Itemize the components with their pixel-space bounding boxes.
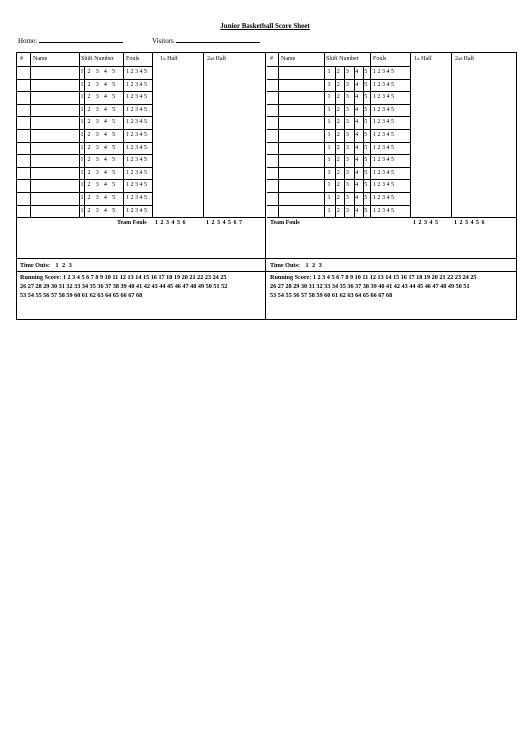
foul-marks[interactable]: 1 2 3 4 5 bbox=[126, 157, 147, 164]
foul-marks[interactable]: 1 2 3 4 5 bbox=[373, 94, 394, 101]
visitors-blank[interactable] bbox=[176, 36, 260, 43]
heading-second-half: 2nd Half bbox=[455, 56, 475, 62]
home-timeouts: Time Outs: 1 2 3 bbox=[20, 262, 72, 269]
visitors-running-score[interactable]: Running Score: 1 2 3 4 5 6 7 8 9 10 11 12 13 14 15 16 17 18 19 20 21 22 23 24 25 26 27 28 29 30 31 32 33 34 35 36 37 38 39 40 41 42 43 44 45 46 47 48 49 50 51 53 54 55 56 57 58 59 60 61 62 63 64 65 66 67 68 bbox=[270, 274, 477, 299]
team-fouls-second-half[interactable]: 1 2 3 4 5 6 bbox=[454, 220, 485, 227]
heading-col-name: Name bbox=[33, 56, 48, 62]
team-fouls-first-half[interactable]: 1 2 3 4 5 6 bbox=[155, 220, 186, 227]
foul-marks[interactable]: 1 2 3 4 5 bbox=[126, 94, 147, 101]
home-field[interactable] bbox=[18, 36, 123, 45]
home-running-score[interactable]: Running Score: 1 2 3 4 5 6 7 8 9 10 11 12 13 14 15 16 17 18 19 20 21 22 23 24 25 26 27 28 29 30 31 32 33 34 35 36 37 38 39 40 41 42 43 44 45 46 47 48 49 50 51 52 53 54 55 56 57 58 59 60 61 62 63 64 65 66 67 68 bbox=[20, 274, 228, 299]
team-fouls-first-half[interactable]: 1 2 3 4 5 bbox=[413, 220, 438, 227]
heading-first-half: 1st Half bbox=[160, 56, 178, 62]
foul-marks[interactable]: 1 2 3 4 5 bbox=[373, 119, 394, 126]
heading-col-name: Name bbox=[281, 56, 296, 62]
heading-second-half: 2nd Half bbox=[207, 56, 227, 62]
heading-col-shift: Shift Number bbox=[81, 56, 114, 62]
team-fouls-label: Team Fouls bbox=[117, 220, 147, 227]
foul-marks[interactable]: 1 2 3 4 5 bbox=[373, 132, 394, 138]
foul-marks[interactable]: 1 2 3 4 5 bbox=[126, 195, 147, 201]
footer bbox=[17, 258, 516, 320]
foul-marks[interactable]: 1 2 3 4 5 bbox=[373, 81, 394, 88]
foul-marks[interactable]: 1 2 3 4 5 bbox=[126, 81, 147, 88]
foul-marks[interactable]: 1 2 3 4 5 bbox=[373, 169, 394, 176]
foul-marks[interactable]: 1 2 3 4 5 bbox=[126, 132, 147, 138]
foul-marks[interactable]: 1 2 3 4 5 bbox=[126, 169, 147, 176]
foul-marks[interactable]: 1 2 3 4 5 bbox=[126, 207, 147, 214]
foul-marks[interactable]: 1 2 3 4 5 bbox=[373, 69, 394, 75]
foul-marks[interactable]: 1 2 3 4 5 bbox=[373, 157, 394, 164]
home-panel: # Name Shift Number Fouls 1st Half 2nd Half 1 2 3 4 5 1 2 3 4 5 1 2 3 4 5 1 2 3 4 5 1 2 3 4 5 1 2 3 4 5 1 2 3 4 5 1 2 3 4 5 1 2 3 4 5 1 2 3 4 5 1 2 3 4 5 1 2 3 4 5 1 2 3 4 5 1 2 3 4 5 1 2 3 4 5 1 2 3 4 5 1 2 3 4 5 1 2 3 4 5 1 2 3 4 5 1 2 3 4 5 1 2 3 4 5 1 2 3 4 5 1 2 3 4 5 1 2 3 4 5 Team Fouls 1 2 3 4 5 6 1 2 3 4 5 6 7 bbox=[17, 53, 265, 258]
team-fouls-second-half[interactable]: 1 2 3 4 5 6 7 bbox=[206, 220, 242, 227]
heading-col-fouls: Fouls bbox=[126, 56, 140, 62]
heading-col-fouls: Fouls bbox=[373, 56, 387, 62]
foul-marks[interactable]: 1 2 3 4 5 bbox=[373, 144, 394, 151]
heading-col-number: # bbox=[20, 56, 23, 62]
home-blank[interactable] bbox=[39, 36, 123, 43]
visitors-panel: # Name Shift Number Fouls 1st Half 2nd Half 1 2 3 4 5 1 2 3 4 5 1 2 3 4 5 1 2 3 4 5 1 2 3 4 5 1 2 3 4 5 1 2 3 4 5 1 2 3 4 5 1 2 3 4 5 1 2 3 4 5 1 2 3 4 5 1 2 3 4 5 1 2 3 4 5 1 2 3 4 5 1 2 3 4 5 1 2 3 4 5 1 2 3 4 5 1 2 3 4 5 1 2 3 4 5 1 2 3 4 5 1 2 3 4 5 1 2 3 4 5 1 2 3 4 5 1 2 3 4 5 Team Fouls 1 2 3 4 5 1 2 3 4 5 6 bbox=[267, 53, 516, 258]
foul-marks[interactable]: 1 2 3 4 5 bbox=[126, 106, 147, 113]
visitors-label: Visitors bbox=[152, 37, 174, 45]
foul-marks[interactable]: 1 2 3 4 5 bbox=[126, 119, 147, 126]
visitors-timeouts: Time Outs: 1 2 3 bbox=[270, 262, 322, 269]
heading-col-number: # bbox=[270, 56, 273, 62]
foul-marks[interactable]: 1 2 3 4 5 bbox=[126, 144, 147, 151]
foul-marks[interactable]: 1 2 3 4 5 bbox=[373, 207, 394, 214]
foul-marks[interactable]: 1 2 3 4 5 bbox=[373, 195, 394, 201]
foul-marks[interactable]: 1 2 3 4 5 bbox=[373, 106, 394, 113]
home-label: Home: bbox=[18, 37, 38, 45]
team-fouls-label: Team Fouls bbox=[270, 220, 300, 227]
foul-marks[interactable]: 1 2 3 4 5 bbox=[126, 69, 147, 75]
score-sheet bbox=[16, 52, 517, 320]
heading-first-half: 1st Half bbox=[414, 56, 432, 62]
sheet-title: Junior Basketball Score Sheet bbox=[220, 22, 310, 30]
heading-col-shift: Shift Number bbox=[326, 56, 359, 62]
visitors-field[interactable] bbox=[152, 36, 260, 45]
foul-marks[interactable]: 1 2 3 4 5 bbox=[373, 182, 394, 189]
foul-marks[interactable]: 1 2 3 4 5 bbox=[126, 182, 147, 189]
